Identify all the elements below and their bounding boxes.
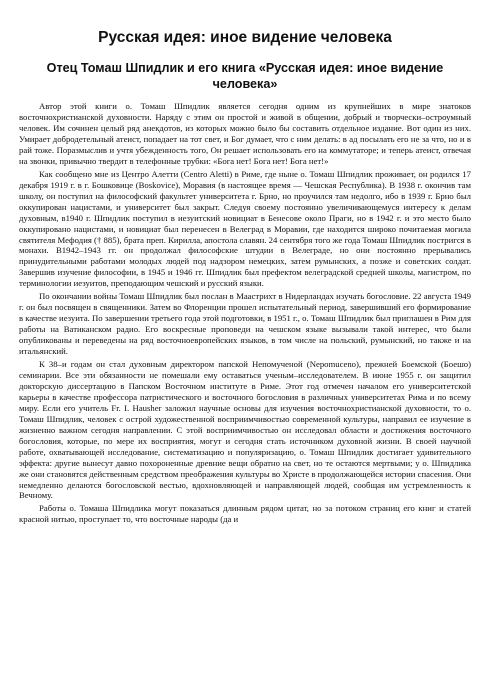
paragraph-4: К 38–и годам он стал духовным директором папской Непомученой (Nepomuceno), прежней Боемской (Боешо) семинарии. Все эти обязанности не помешали ему оставаться ученым–исследователем. В июне 1955 г. он защитил докторскую диссертацию в Папском Восточном институте в Риме. Этот год отмечен началом его университетской карьеры в качестве профессора патристического и восточного богословия в различных университетах Рима и по всему миру. Если его учитель Fr. I. Hausher заложил научные основы для изучения восточнохристианской духовности, то о. Томаш Шпидлик, человек с острой художественной восприимчивостью современной культуры, направил ее изучение в жизненно важном сегодня направлении. С этой восприимчивостью он исследовал области и достижения восточного богословия, которые, по мере их восприятия, могут и сегодня стать источником духовной жизни. В своей научной работе, охватывающей исследование, систематизацию и популяризацию, о. Томаш Шпидлик достигает удивительного эффекта: другие вынесут давно похороненные древние вещи обратно на свет, но те остаются мертвыми; у о. Шпидлика же они становятся действенным средством преображения культуры во Христе в продолжающейся истории спасения. Они немедленно делаются богословской вестью, вдохновляющей и направляющей людей, сообщая им устремленность к Вечному.	[19, 359, 472, 501]
article-body	[19, 101, 471, 525]
document-title: Русская идея: иное видение человека	[98, 29, 392, 46]
paragraph-5: Работы о. Томаша Шпидлика могут показаться длинным рядом цитат, но за потоком страниц его книг и статей красной нитью, проступает то, что восточные народы (да и	[19, 503, 471, 525]
section-heading: Отец Томаш Шпидлик и его книга «Русская идея: иное видение человека»	[46, 61, 444, 91]
paragraph-3: По окончании войны Томаш Шпидлик был послан в Маастрихт в Нидерландах изучать богословие. 22 августа 1949 г. он был посвящен в священники. Затем во Флоренции прошел испытательный период, завершивший его формирование в качестве иезуита. По завершении третьего года этой подготовки, в 1951 г., о. Томаш Шпидлик был приглашен в Рим для работы на Ватиканском радио. Его воскресные проповеди на чешском языке вызывали такой интерес, что были опубликованы и переведены на ряд восточноевропейских языков, в том числе на польский, румынский, но также и на итальянский.	[19, 291, 471, 357]
paragraph-1: Автор этой книги о. Томаш Шпидлик является сегодня одним из крупнейших в мире знатоков восточнохристианской духовности. Наряду с этим он простой и живой в общении, добрый и творчески–остроумный человек. Им сочинен целый ряд анекдотов, из которых можно было бы составить отдельное издание. Вот один из них. Умирает добродетельный атеист, попадает на тот свет, и Бог думает, что с ним делать: в ад посылать его не за что, но и в рай тоже. Поразмыслив и учтя убежденность того, Он решает использовать его на коммутаторе; и теперь атеист, отвечая на звонки, привычно твердит в телефонные трубки: «Бога нет! Бога нет! Бога нет!»	[19, 101, 471, 166]
paragraph-2: Как сообщено мне из Центро Алетти (Centro Aletti) в Риме, где ныне о. Томаш Шпидлик проживает, он родился 17 декабря 1919 г. в г. Бошковице (Boskovice), Моравия (в настоящее время — Чешская Республика). В 1938 г. окончив там школу, он поступил на философский факультет университета г. Брно, но проучился там недолго, ибо в 1939 г. Брно был оккупирован нацистами, и университет был закрыт. Следуя своему постоянно увеличивающемуся интересу к делам духовным, в1940 г. Шпидлик поступил в иезуитский новициат в Бенесове около Праги, но в 1942 г. и это место было оккупировано нацистами, и новициат был перенесен в Велеград в Моравии, где находится широко почитаемая могила святителя Мефодия († 885), брата преп. Кирилла, апостола славян. 24 сентября того же года Томаш Шпидлик постригся в монахи. В1942–1943 гг. он продолжал философские штудии в Велеграде, но они постоянно прерывались принудительными работами молодых людей под надзором немецких, затем румынских, а позже и советских солдат. Завершив изучение философии, в 1945 и 1946 гг. Шпидлик был префектом велеградской средней школы, магистром, по терминологии иезуитов, преподающим чешский и русский языки.	[19, 168, 471, 289]
